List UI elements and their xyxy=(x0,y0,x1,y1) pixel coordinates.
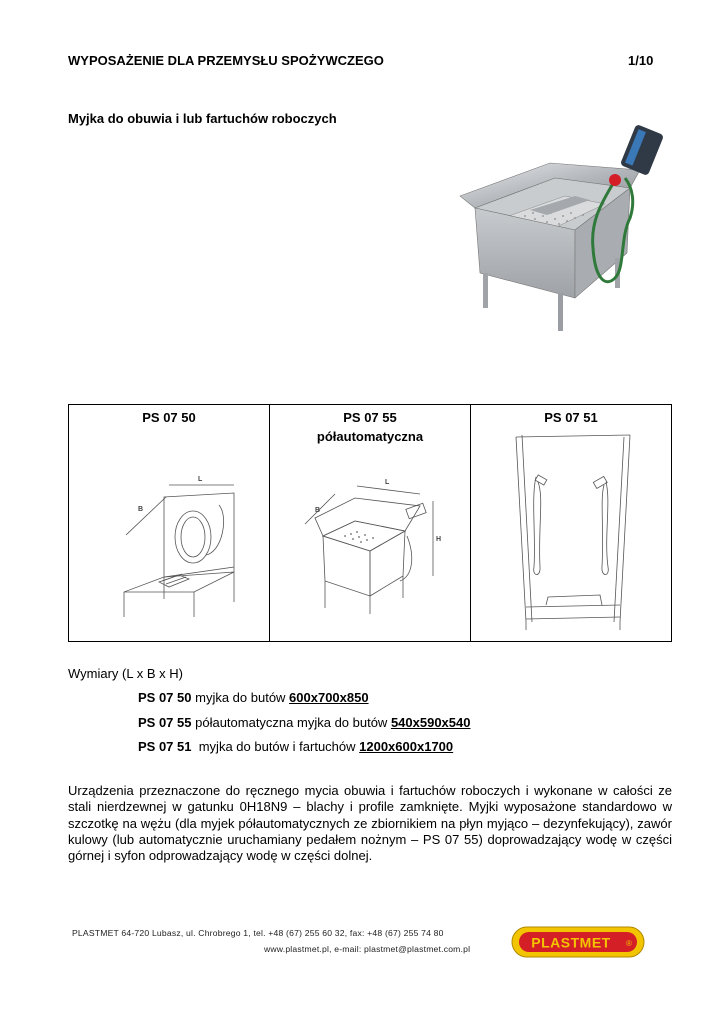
row-desc: myjka do butów xyxy=(191,690,290,705)
product-title: Myjka do obuwia i lub fartuchów roboczych xyxy=(68,111,337,126)
drawing-ps0750 xyxy=(94,427,244,627)
drawing-ps0755 xyxy=(295,446,445,616)
row-code: PS 07 51 xyxy=(138,739,192,754)
dimension-row xyxy=(138,715,470,730)
dimension-row xyxy=(138,739,453,754)
label-H: H xyxy=(436,536,442,543)
row-desc: półautomatyczna myjka do butów xyxy=(191,715,391,730)
models-table xyxy=(68,404,672,642)
plastmet-logo xyxy=(511,926,645,958)
row-desc: myjka do butów i fartuchów xyxy=(191,739,360,754)
product-photo xyxy=(455,118,670,343)
row-size: 540x590x540 xyxy=(390,715,471,730)
label-B: B xyxy=(315,507,321,514)
row-size: 600x700x850 xyxy=(289,690,369,705)
page-number: 1/10 xyxy=(628,53,654,68)
label-B: B xyxy=(138,506,144,513)
logo-text: PLASTMET xyxy=(531,934,611,951)
label-L: L xyxy=(385,479,390,486)
model-cell xyxy=(471,405,672,642)
row-size: 1200x600x1700 xyxy=(359,739,454,754)
model-code: PS 07 51 xyxy=(544,410,598,425)
logo-mark: ® xyxy=(626,939,632,948)
footer-contact: www.plastmet.pl, e-mail: plastmet@plastmet.com.pl xyxy=(264,944,471,954)
row-code: PS 07 50 xyxy=(138,690,192,705)
model-subtitle: półautomatyczna xyxy=(316,429,424,444)
dimensions-heading: Wymiary (L x B x H) xyxy=(68,666,183,681)
model-cell xyxy=(69,405,270,642)
row-code: PS 07 55 xyxy=(138,715,192,730)
product-description: Urządzenia przeznaczone do ręcznego mycia obuwia i fartuchów roboczych i wykonane w całości ze stali nierdzewnej w gatunku 0H18N9 – blachy i profile zamknięte. Myjki wyposażone standardowo w szczotkę na wężu (dla myjek półautomatycznych ze zbiornikiem na płyn myjąco – dezynfekujący), zawór kulowy (lub automatycznie uruchamiany pedałem nożnym – PS 07 55) doprowadzający wodę w części górnej i syfon odprowadzający wodę w części dolnej. xyxy=(68,783,672,864)
model-code: PS 07 55 xyxy=(343,410,397,425)
label-L: L xyxy=(198,476,203,483)
document-title: WYPOSAŻENIE DLA PRZEMYSŁU SPOŻYWCZEGO xyxy=(68,53,384,68)
footer-address: PLASTMET 64-720 Lubasz, ul. Chrobrego 1, tel. +48 (67) 255 60 32, fax: +48 (67) 255 74 80 xyxy=(72,928,444,938)
model-cell xyxy=(270,405,471,642)
dimension-row xyxy=(138,690,369,705)
drawing-ps0751 xyxy=(496,427,646,637)
model-code: PS 07 50 xyxy=(142,410,196,425)
